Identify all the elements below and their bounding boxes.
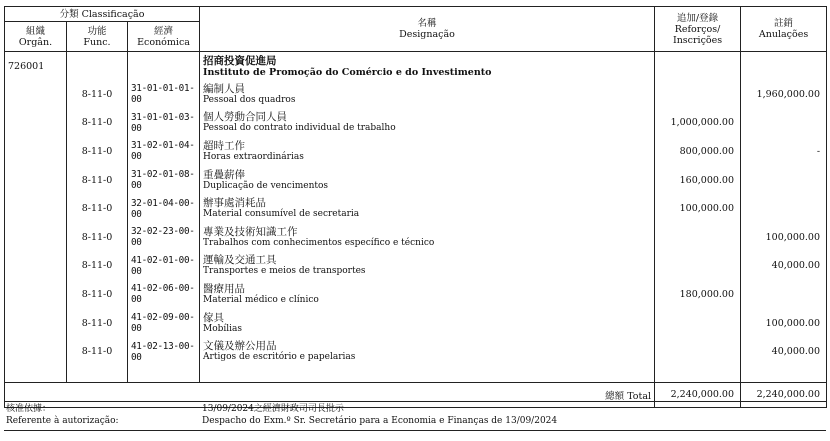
annulment-amount: - — [741, 137, 827, 166]
designation-zh: 名稱 — [417, 18, 437, 29]
authorization-text-pt: Despacho do Exm.º Sr. Secretário para a Economia e Finanças de 13/09/2024 — [202, 416, 558, 426]
table-row — [5, 166, 827, 195]
designation-cell — [200, 280, 655, 309]
table-row — [5, 252, 827, 281]
designation-pt: Horas extraordinárias — [203, 151, 304, 162]
reinforcement-amount — [655, 223, 741, 252]
annulment-amount — [741, 194, 827, 223]
economic-code: 32-01-04-00-00 — [128, 194, 200, 223]
organ-row — [5, 52, 827, 81]
designation-cell — [200, 223, 655, 252]
designation-pt: Artigos de escritório e papelarias — [203, 352, 356, 363]
annulment-amount — [741, 166, 827, 195]
annulment-amount — [741, 109, 827, 138]
organ-name-pt: Instituto de Promoção do Comércio e do Investimento — [203, 66, 492, 78]
designation-pt: Pessoal dos quadros — [203, 94, 296, 105]
designation-pt: Transportes e meios de transportes — [203, 266, 366, 277]
function-code: 8-11-0 — [67, 223, 128, 252]
func-zh: 功能 — [87, 25, 107, 37]
organ-code: 726001 — [5, 52, 67, 81]
designation-cell — [200, 80, 655, 109]
reinf-zh: 追加/登錄 — [676, 12, 719, 24]
economic-code: 41-02-09-00-00 — [128, 309, 200, 338]
table-row — [5, 223, 827, 252]
empty-cell — [5, 109, 67, 138]
reinforcements-header — [655, 7, 741, 52]
empty-cell — [5, 337, 67, 366]
annulment-amount: 40,000.00 — [741, 337, 827, 366]
designation-pt: Material consumível de secretaria — [203, 209, 360, 220]
reinforcement-amount: 800,000.00 — [655, 137, 741, 166]
econ-pt: Económica — [137, 36, 190, 48]
designation-cell — [200, 109, 655, 138]
annul-pt: Anulações — [758, 29, 809, 40]
function-code: 8-11-0 — [67, 166, 128, 195]
annulments-header — [741, 7, 827, 52]
economic-code: 41-02-06-00-00 — [128, 280, 200, 309]
annulment-amount — [741, 280, 827, 309]
table-row — [5, 337, 827, 366]
economic-code: 31-02-01-04-00 — [128, 137, 200, 166]
economic-code: 41-02-13-00-00 — [128, 337, 200, 366]
spacer-row — [5, 366, 827, 383]
designation-zh: 辦事處消耗品 — [203, 197, 267, 210]
budget-table — [4, 6, 827, 408]
empty-cell — [5, 194, 67, 223]
designation-zh: 專業及技術知識工作 — [203, 225, 298, 238]
reinforcement-amount — [655, 252, 741, 281]
reinforcement-amount: 1,000,000.00 — [655, 109, 741, 138]
designation-cell — [200, 337, 655, 366]
line-items — [5, 80, 827, 366]
empty-cell — [5, 366, 67, 383]
authorization-text-zh: 13/09/2024之經濟財政司司長批示 — [202, 404, 344, 414]
empty-cell — [5, 80, 67, 109]
empty-cell — [5, 223, 67, 252]
reinforcement-amount — [655, 337, 741, 366]
economic-code: 31-01-01-03-00 — [128, 109, 200, 138]
annulment-amount: 1,960,000.00 — [741, 80, 827, 109]
table-row — [5, 109, 827, 138]
designation-zh: 編制人員 — [203, 82, 246, 95]
econ-zh: 經濟 — [154, 25, 174, 37]
func-pt: Func. — [83, 36, 111, 48]
table-row — [5, 309, 827, 338]
organ-header — [5, 22, 67, 52]
footer-bottom-rule — [4, 430, 826, 431]
empty-cell — [655, 52, 741, 81]
authorization-label-pt: Referente à autorização: — [6, 416, 119, 426]
annulment-amount: 100,000.00 — [741, 223, 827, 252]
total-row — [5, 382, 827, 407]
designation-cell — [200, 194, 655, 223]
total-reinforcements: 2,240,000.00 — [655, 382, 741, 407]
function-code: 8-11-0 — [67, 80, 128, 109]
economic-code: 31-01-01-01-00 — [128, 80, 200, 109]
classification-header: 分類 Classificação — [5, 7, 200, 22]
function-code: 8-11-0 — [67, 109, 128, 138]
reinf-pt2: Inscrições — [672, 34, 723, 46]
designation-pt: Material médico e clínico — [203, 294, 319, 305]
function-code: 8-11-0 — [67, 337, 128, 366]
economic-code: 41-02-01-00-00 — [128, 252, 200, 281]
table-row — [5, 137, 827, 166]
empty-cell — [5, 309, 67, 338]
empty-cell — [5, 166, 67, 195]
table-row — [5, 80, 827, 109]
annulment-amount: 100,000.00 — [741, 309, 827, 338]
empty-cell — [741, 52, 827, 81]
organ-name — [200, 52, 655, 81]
empty-cell — [741, 366, 827, 383]
designation-header — [200, 7, 655, 52]
designation-pt: Trabalhos com conhecimentos específico e técnico — [203, 237, 435, 248]
function-code: 8-11-0 — [67, 252, 128, 281]
organ-pt: Orgân. — [18, 36, 53, 48]
header-row-top — [5, 7, 827, 22]
organ-name-zh: 招商投資促進局 — [203, 54, 277, 67]
designation-pt: Pessoal do contrato individual de trabalho — [203, 123, 396, 134]
empty-cell — [128, 52, 200, 81]
empty-cell — [128, 366, 200, 383]
designation-zh: 運輸及交通工具 — [203, 254, 277, 267]
authorization-footer — [4, 401, 826, 426]
designation-zh: 個人勞動合同人員 — [203, 111, 288, 124]
function-code: 8-11-0 — [67, 137, 128, 166]
designation-cell — [200, 137, 655, 166]
reinforcement-amount: 100,000.00 — [655, 194, 741, 223]
function-code: 8-11-0 — [67, 309, 128, 338]
empty-cell — [67, 52, 128, 81]
annul-zh: 註銷 — [774, 18, 794, 29]
economic-header — [128, 22, 200, 52]
designation-zh: 文儀及辦公用品 — [203, 340, 277, 353]
designation-pt: Mobílias — [203, 323, 243, 334]
designation-zh: 重疊薪俸 — [203, 168, 246, 181]
empty-cell — [5, 252, 67, 281]
reinforcement-amount — [655, 80, 741, 109]
function-code: 8-11-0 — [67, 280, 128, 309]
economic-code: 31-02-01-08-00 — [128, 166, 200, 195]
total-label: 總額 Total — [5, 382, 655, 407]
annulment-amount: 40,000.00 — [741, 252, 827, 281]
empty-cell — [5, 137, 67, 166]
authorization-label-zh: 核准依據： — [6, 404, 52, 414]
reinforcement-amount: 160,000.00 — [655, 166, 741, 195]
organ-zh: 組織 — [25, 25, 45, 37]
designation-zh: 傢具 — [203, 311, 225, 324]
reinforcement-amount: 180,000.00 — [655, 280, 741, 309]
economic-code: 32-02-23-00-00 — [128, 223, 200, 252]
table-row — [5, 194, 827, 223]
function-header — [67, 22, 128, 52]
designation-pt: Duplicação de vencimentos — [203, 180, 329, 191]
table-row — [5, 280, 827, 309]
designation-pt: Designação — [399, 29, 455, 40]
designation-zh: 醫療用品 — [203, 282, 246, 295]
function-code: 8-11-0 — [67, 194, 128, 223]
empty-cell — [200, 366, 655, 383]
designation-zh: 超時工作 — [203, 139, 246, 152]
designation-cell — [200, 166, 655, 195]
designation-cell — [200, 252, 655, 281]
reinforcement-amount — [655, 309, 741, 338]
designation-cell — [200, 309, 655, 338]
total-annulments: 2,240,000.00 — [741, 382, 827, 407]
reinf-pt1: Reforços/ — [674, 23, 721, 35]
empty-cell — [67, 366, 128, 383]
empty-cell — [655, 366, 741, 383]
empty-cell — [5, 280, 67, 309]
